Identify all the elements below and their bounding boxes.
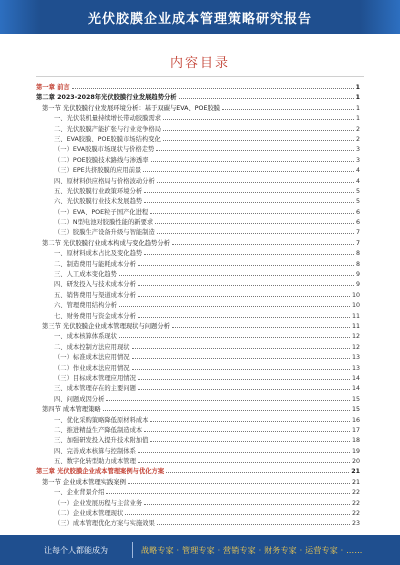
toc-entry-text: 第一节 企业成本管理实践案例 <box>42 478 126 486</box>
toc-dot-leader <box>138 456 350 463</box>
toc-page-number: 1 <box>355 84 360 91</box>
toc-entry-text: 第二节 光伏胶膜行业成本构成与变化趋势分析 <box>42 239 170 247</box>
toc-entry-text: 四、问题成因分析 <box>54 395 105 403</box>
toc-entry-text: 二、成本控制方法应用现状 <box>54 343 130 351</box>
toc-entry[interactable] <box>36 383 360 393</box>
toc-dot-leader <box>157 176 354 183</box>
toc-page-number: 14 <box>351 385 360 393</box>
toc-entry-text: 一、光伏装机量持续增长带动胶膜需求 <box>54 115 162 123</box>
toc-page-number: 6 <box>355 219 360 227</box>
toc-page-number: 4 <box>355 177 360 185</box>
toc-entry[interactable] <box>36 113 360 123</box>
report-footer-bar <box>0 535 400 565</box>
toc-page-number: 18 <box>351 437 360 445</box>
toc-entry[interactable] <box>36 124 360 134</box>
toc-entry[interactable] <box>36 352 360 362</box>
toc-entry-text: 七、财务费用与资金成本分析 <box>54 312 136 320</box>
toc-page-number: 16 <box>351 416 360 424</box>
toc-dot-leader <box>144 196 354 203</box>
toc-dot-leader <box>106 487 350 494</box>
toc-entry-text: 第二章 2023-2028年光伏胶膜行业发展趋势分析 <box>36 94 177 102</box>
toc-entry[interactable] <box>36 466 360 476</box>
toc-entry-text: 四、原材料供应格局与价格波动分析 <box>54 177 155 185</box>
toc-dot-leader <box>150 207 354 214</box>
toc-dot-leader <box>138 311 350 318</box>
toc-entry-text: 第四节 成本管理策略 <box>42 406 101 414</box>
toc-entry-text: 六、管理费用结构分析 <box>54 302 117 310</box>
toc-dot-leader <box>144 498 350 505</box>
toc-page-number: 3 <box>355 156 360 164</box>
toc-dot-leader <box>166 466 349 473</box>
toc-page-number: 13 <box>351 354 360 362</box>
toc-page-number: 6 <box>355 208 360 216</box>
toc-entry-text: （一）企业发展历程与主营业务 <box>54 499 143 507</box>
toc-page-number: 8 <box>355 250 360 258</box>
header-decoration-right <box>360 0 400 34</box>
toc-entry-text: 二、制造费用与能耗成本分析 <box>54 260 136 268</box>
toc-dot-leader <box>179 92 354 99</box>
toc-entry[interactable] <box>36 144 360 154</box>
toc-entry-text: 第三章 光伏胶膜企业成本管理案例与优化方案 <box>36 468 165 476</box>
toc-entry[interactable] <box>36 425 360 435</box>
toc-page-number: 19 <box>351 447 360 455</box>
toc-page-number: 4 <box>355 167 360 175</box>
toc-page-number: 22 <box>351 510 360 518</box>
toc-dot-leader <box>157 227 354 234</box>
toc-entry[interactable] <box>36 238 360 248</box>
toc-dot-leader <box>172 321 350 328</box>
footer-slogan: 让每个人都能成为 <box>44 545 108 555</box>
toc-entry[interactable] <box>36 487 360 497</box>
toc-dot-leader <box>132 363 350 370</box>
toc-dot-leader <box>151 155 354 162</box>
toc-dot-leader <box>119 269 354 276</box>
toc-page-number: 13 <box>351 364 360 372</box>
toc-entry-text: （三）目标成本管理应用情况 <box>54 374 136 382</box>
toc-entry[interactable] <box>36 300 360 310</box>
toc-entry-text: （二）POE胶膜技术路线与渗透率 <box>54 156 149 164</box>
toc-entry[interactable] <box>36 435 360 445</box>
toc-heading: 内容目录 <box>169 56 230 71</box>
toc-entry[interactable] <box>36 186 360 196</box>
toc-entry-text: 一、成本核算体系现状 <box>54 333 117 341</box>
toc-dot-leader <box>222 103 354 110</box>
toc-entry-text: （三）胶膜生产设备升级与智能制造 <box>54 229 155 237</box>
toc-dot-leader <box>132 352 350 359</box>
footer-separator <box>132 542 133 558</box>
toc-entry-text: 二、推进精益生产降低制造成本 <box>54 426 143 434</box>
toc-dot-leader <box>144 186 354 193</box>
toc-dot-leader <box>163 124 354 131</box>
toc-entry-text: （二）N型电池对胶膜性能的新要求 <box>54 219 154 227</box>
toc-entry[interactable] <box>36 311 360 321</box>
toc-dot-leader <box>138 373 350 380</box>
toc-page-number: 22 <box>351 489 360 497</box>
toc-page-number: 20 <box>351 458 360 466</box>
toc-entry[interactable] <box>36 456 360 466</box>
toc-entry-text: （一）EVA胶膜市场现状与价格走势 <box>54 146 155 154</box>
toc-page-number: 17 <box>351 426 360 434</box>
toc-dot-leader <box>163 113 354 120</box>
toc-dot-leader <box>138 279 354 286</box>
toc-dot-leader <box>138 383 350 390</box>
toc-entry[interactable] <box>36 508 360 518</box>
toc-entry[interactable] <box>36 269 360 279</box>
toc-dot-leader <box>172 238 354 245</box>
toc-entry-text: 三、EVA胶膜、POE胶膜市场结构变化 <box>54 135 161 143</box>
toc-page-number: 1 <box>355 115 360 123</box>
toc-dot-leader <box>144 248 354 255</box>
toc-page-number: 22 <box>351 499 360 507</box>
toc-dot-leader <box>163 134 354 141</box>
toc-entry[interactable] <box>36 196 360 206</box>
report-title: 光伏胶膜企业成本管理策略研究报告 <box>87 11 312 27</box>
toc-entry[interactable] <box>36 363 360 373</box>
toc-dot-leader <box>103 404 350 411</box>
toc-entry-text: 三、加强研发投入提升技术附加值 <box>54 437 149 445</box>
toc-entry-text: 五、数字化转型助力成本管理 <box>54 458 136 466</box>
toc-page-number: 5 <box>355 187 360 195</box>
toc-dot-leader <box>125 508 350 515</box>
toc-dot-leader <box>157 518 350 525</box>
toc-entry[interactable] <box>36 373 360 383</box>
header-decoration-left <box>0 0 40 34</box>
toc-entry-text: 四、研发投入与技术成本分析 <box>54 281 136 289</box>
toc-dot-leader <box>150 415 350 422</box>
toc-entry-text: （一）标准成本法应用情况 <box>54 354 130 362</box>
toc-entry[interactable] <box>36 176 360 186</box>
toc-dot-leader <box>132 342 350 349</box>
toc-page-number: 14 <box>351 374 360 382</box>
toc-entry[interactable] <box>36 518 360 528</box>
toc-dot-leader <box>119 300 350 307</box>
toc-page-number: 12 <box>351 343 360 351</box>
toc-entry[interactable] <box>36 446 360 456</box>
toc-entry-text: （二）作业成本法应用情况 <box>54 364 130 372</box>
toc-dot-leader <box>106 394 350 401</box>
toc-entry-text: 五、销售费用与渠道成本分析 <box>54 291 136 299</box>
toc-page-number: 23 <box>351 520 360 528</box>
toc-entry[interactable] <box>36 248 360 258</box>
toc-entry[interactable] <box>36 165 360 175</box>
toc-entry[interactable] <box>36 498 360 508</box>
toc-entry[interactable] <box>36 279 360 289</box>
toc-entry[interactable] <box>36 82 360 92</box>
toc-dot-leader <box>138 259 354 266</box>
toc-entry-text: 第三节 光伏胶膜企业成本管理现状与问题分析 <box>42 322 170 330</box>
toc-entry[interactable] <box>36 207 360 217</box>
toc-dot-leader <box>143 165 354 172</box>
toc-divider <box>36 76 364 77</box>
toc-entry[interactable] <box>36 477 360 487</box>
toc-entry-text: 一、优化采购策略降低原材料成本 <box>54 416 149 424</box>
toc-entry-text: 三、人工成本变化趋势 <box>54 271 117 279</box>
toc-page-number: 1 <box>355 94 360 102</box>
toc-page-number: 3 <box>355 146 360 154</box>
toc-page-number: 12 <box>351 333 360 341</box>
toc-page-number: 2 <box>355 125 360 133</box>
toc-page-number: 10 <box>351 291 360 299</box>
toc-page-number: 21 <box>351 468 360 476</box>
toc-entry-text: 四、完善成本核算与控制体系 <box>54 447 136 455</box>
toc-entry[interactable] <box>36 103 360 113</box>
toc-page-number: 15 <box>351 406 360 414</box>
toc-dot-leader <box>150 435 350 442</box>
toc-dot-leader <box>138 290 350 297</box>
toc-page-number: 2 <box>355 135 360 143</box>
toc-entry-text: 二、光伏胶膜产能扩张与行业竞争格局 <box>54 125 162 133</box>
toc-entry-text: 五、光伏胶膜行业政策环境分析 <box>54 187 143 195</box>
toc-dot-leader <box>138 446 350 453</box>
toc-entry-text: 第一章 前言 <box>36 84 70 91</box>
toc-entry[interactable] <box>36 394 360 404</box>
toc-page-number: 7 <box>355 229 360 237</box>
toc-dot-leader <box>119 331 350 338</box>
toc-page-number: 5 <box>355 198 360 206</box>
toc-entry[interactable] <box>36 342 360 352</box>
toc-entry[interactable] <box>36 155 360 165</box>
toc-entry-text: （三）成本管理优化方案与实施效果 <box>54 520 155 528</box>
toc-dot-leader <box>72 82 354 89</box>
toc-entry-text: 三、成本管理存在的主要问题 <box>54 385 136 393</box>
toc-entry-text: 一、企业背景介绍 <box>54 489 105 497</box>
toc-entry[interactable] <box>36 331 360 341</box>
toc-page-number: 9 <box>355 271 360 279</box>
toc-page-number: 11 <box>351 322 360 330</box>
toc-page-number: 10 <box>351 302 360 310</box>
toc-page-number: 7 <box>355 239 360 247</box>
toc-entry[interactable] <box>36 227 360 237</box>
toc-entry-text: 六、光伏胶膜行业技术发展趋势 <box>54 198 143 206</box>
footer-tags: 战略专家 · 管理专家 · 营销专家 · 财务专家 · 运营专家 · …… <box>141 545 363 555</box>
toc-entry[interactable] <box>36 92 360 102</box>
toc-page-number: 11 <box>351 312 360 320</box>
toc-entry[interactable] <box>36 290 360 300</box>
toc-page-number: 1 <box>355 104 360 112</box>
toc-entry-text: 第一节 光伏胶膜行业发展环境分析：基于双碳与EVA、POE胶膜 <box>42 104 221 112</box>
toc-page-number: 9 <box>355 281 360 289</box>
toc-dot-leader <box>156 144 354 151</box>
toc-entry-text: （二）企业成本管理现状 <box>54 510 124 518</box>
toc-dot-leader <box>144 425 350 432</box>
toc-page-number: 21 <box>351 478 360 486</box>
toc-entry[interactable] <box>36 404 360 414</box>
toc-entry[interactable] <box>36 321 360 331</box>
toc-dot-leader <box>155 217 354 224</box>
table-of-contents <box>36 82 360 529</box>
toc-entry[interactable] <box>36 217 360 227</box>
toc-entry[interactable] <box>36 134 360 144</box>
toc-entry[interactable] <box>36 415 360 425</box>
toc-entry[interactable] <box>36 259 360 269</box>
toc-dot-leader <box>128 477 350 484</box>
toc-page-number: 15 <box>351 395 360 403</box>
report-header-bar <box>0 0 400 34</box>
toc-entry-text: （一）EVA、POE粒子国产化进程 <box>54 208 149 216</box>
toc-entry-text: 一、原材料成本占比及变化趋势 <box>54 250 143 258</box>
toc-entry-text: （三）EPE共挤胶膜的应用前景 <box>54 167 142 175</box>
toc-page-number: 8 <box>355 260 360 268</box>
